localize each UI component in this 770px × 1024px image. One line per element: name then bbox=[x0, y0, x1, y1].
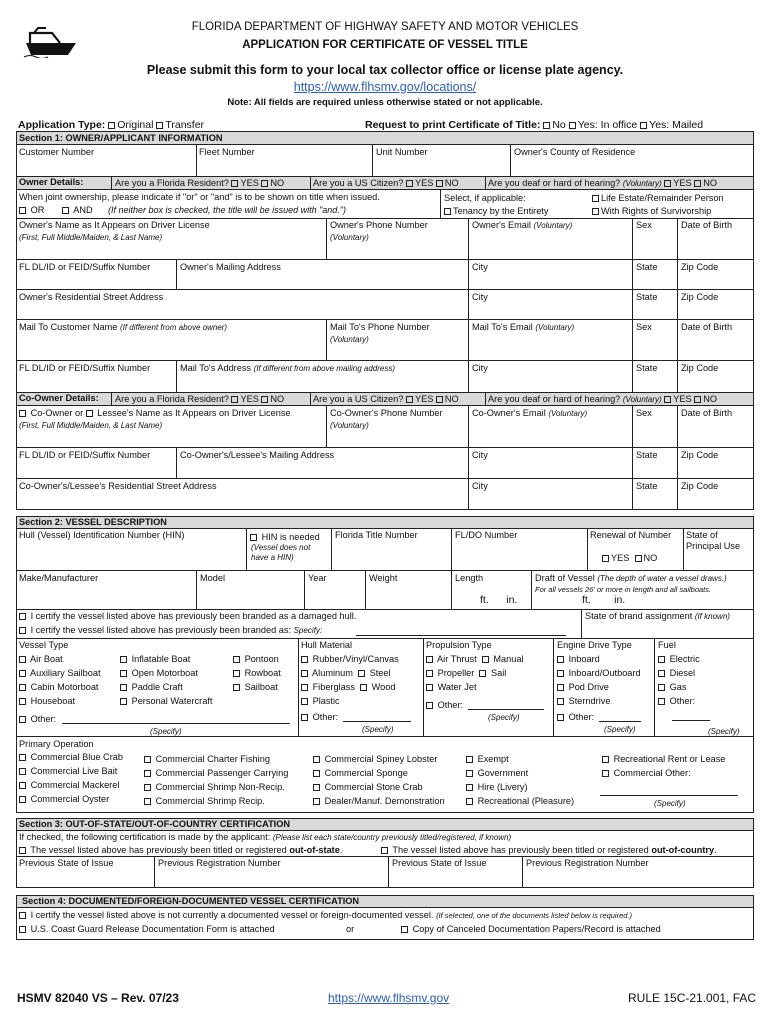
po-recreational-checkbox[interactable] bbox=[466, 798, 473, 805]
print-mailed-checkbox[interactable] bbox=[640, 122, 647, 129]
mail-dl-field[interactable]: FL DL/ID or FEID/Suffix Number bbox=[19, 363, 151, 373]
transfer-checkbox[interactable] bbox=[156, 122, 163, 129]
po-lobster-checkbox[interactable] bbox=[313, 756, 320, 763]
locations-link[interactable]: https://www.flhsmv.gov/locations/ bbox=[293, 80, 477, 94]
not-documented-label: I certify the vessel listed above is not currently a documented vessel or foreign-documented vessel. bbox=[30, 910, 434, 920]
co-deaf-no[interactable] bbox=[694, 396, 701, 403]
print-no-checkbox[interactable] bbox=[543, 122, 550, 129]
survivorship-label: With Rights of Survivorship bbox=[601, 206, 712, 216]
joint-ownership-text: When joint ownership, please indicate if "or" or "and" is to be shown on title when issued. bbox=[19, 192, 380, 202]
hm-other-line[interactable] bbox=[343, 721, 411, 722]
vt-open-motorboat-checkbox[interactable] bbox=[120, 670, 127, 677]
tenancy-checkbox[interactable] bbox=[444, 208, 451, 215]
owner-dob-field[interactable]: Date of Birth bbox=[681, 220, 733, 230]
mail-city-field[interactable]: City bbox=[472, 363, 488, 373]
joint-or-checkbox[interactable] bbox=[19, 207, 26, 214]
coowner-residential-field[interactable]: Co-Owner's/Lessee's Residential Street Address bbox=[19, 481, 217, 491]
s4-or-label: or bbox=[346, 924, 355, 934]
mail-address-field: Mail To's Address (If different from above mailing address) bbox=[180, 363, 395, 373]
out-of-state-checkbox[interactable] bbox=[19, 847, 26, 854]
damaged-hull-checkbox[interactable] bbox=[19, 613, 26, 620]
po-charter-checkbox[interactable] bbox=[144, 756, 151, 763]
make-field[interactable]: Make/Manufacturer bbox=[19, 573, 99, 583]
owner-citizen-no[interactable] bbox=[436, 180, 443, 187]
owner-dl-field[interactable]: FL DL/ID or FEID/Suffix Number bbox=[19, 262, 151, 272]
hm-fiberglass-checkbox[interactable] bbox=[301, 684, 308, 691]
owner-city-field[interactable]: City bbox=[472, 262, 488, 272]
vt-aux-sailboat-checkbox[interactable] bbox=[19, 670, 26, 677]
coowner-name-field: Co-Owner or Lessee's Name as It Appears on Driver License bbox=[19, 408, 291, 419]
po-passenger-checkbox[interactable] bbox=[144, 770, 151, 777]
hm-steel-checkbox[interactable] bbox=[358, 670, 365, 677]
draft-field: Draft of Vessel (The depth of water a vessel draws.) bbox=[535, 573, 727, 583]
hin-hint: (Vessel does not have a HIN) bbox=[251, 543, 311, 562]
section1-header: Section 1: OWNER/APPLICANT INFORMATION bbox=[19, 133, 223, 143]
vt-sailboat-checkbox[interactable] bbox=[233, 684, 240, 691]
joint-or-label: OR bbox=[30, 205, 45, 215]
brand-state-field: State of brand assignment (If known) bbox=[585, 611, 730, 621]
length-field[interactable]: Length bbox=[455, 573, 484, 583]
mail-zip-field[interactable]: Zip Code bbox=[681, 363, 719, 373]
co-res-zip-field[interactable]: Zip Code bbox=[681, 481, 719, 491]
form-title: APPLICATION FOR CERTIFICATE OF VESSEL TITLE bbox=[242, 39, 528, 51]
ed-sterndrive-checkbox[interactable] bbox=[557, 698, 564, 705]
fuel-diesel-checkbox[interactable] bbox=[658, 670, 665, 677]
vt-pontoon-checkbox[interactable] bbox=[233, 656, 240, 663]
owner-zip-field[interactable]: Zip Code bbox=[681, 262, 719, 272]
renewal-no-checkbox[interactable] bbox=[635, 555, 642, 562]
section4-header: Section 4: DOCUMENTED/FOREIGN-DOCUMENTED VESSEL CERTIFICATION bbox=[22, 896, 360, 906]
vt-paddle-checkbox[interactable] bbox=[120, 684, 127, 691]
coowner-email-field: Co-Owner's Email (Voluntary) bbox=[472, 408, 588, 418]
fl-title-field[interactable]: Florida Title Number bbox=[335, 530, 418, 540]
pt-other-checkbox[interactable] bbox=[426, 702, 433, 709]
fuel-electric-checkbox[interactable] bbox=[658, 656, 665, 663]
rule-number: RULE 15C-21.001, FAC bbox=[628, 991, 757, 1005]
prev-state-field-1[interactable]: Previous State of Issue bbox=[19, 858, 114, 868]
print-mailed-label: Yes: Mailed bbox=[649, 119, 704, 131]
s3-if-checked: If checked, the following certification is made by the applicant: (Please list each state/country previously titled/registered, if known) bbox=[19, 832, 512, 842]
not-documented-checkbox[interactable] bbox=[19, 912, 26, 919]
co-resident-no[interactable] bbox=[261, 396, 268, 403]
owner-deaf-no[interactable] bbox=[694, 180, 701, 187]
prev-reg-field-2[interactable]: Previous Registration Number bbox=[526, 858, 649, 868]
county-field[interactable]: Owner's County of Residence bbox=[514, 147, 636, 157]
lessee-checkbox[interactable] bbox=[86, 410, 93, 417]
coowner-checkbox[interactable] bbox=[19, 410, 26, 417]
life-estate-label: Life Estate/Remainder Person bbox=[601, 193, 724, 203]
po-sponge-checkbox[interactable] bbox=[313, 770, 320, 777]
pt-manual-checkbox[interactable] bbox=[482, 656, 489, 663]
owner-mailing-field[interactable]: Owner's Mailing Address bbox=[180, 262, 281, 272]
mail-to-phone-field[interactable]: Mail To's Phone Number bbox=[330, 322, 430, 332]
renewal-label: Renewal of Number bbox=[590, 530, 672, 540]
coowner-state-field[interactable]: State bbox=[636, 450, 658, 460]
coowner-details-label: Co-Owner Details: bbox=[19, 393, 99, 403]
po-rent-lease-checkbox[interactable] bbox=[602, 756, 609, 763]
draft-ft-label: ft. bbox=[582, 594, 591, 606]
owner-resident-no[interactable] bbox=[261, 180, 268, 187]
hin-needed-label: HIN is needed bbox=[261, 532, 320, 542]
survivorship-checkbox[interactable] bbox=[592, 208, 599, 215]
coowner-phone-hint: (Voluntary) bbox=[330, 421, 369, 430]
po-shrimp-recip-checkbox[interactable] bbox=[144, 798, 151, 805]
hin-needed-checkbox[interactable] bbox=[250, 534, 257, 541]
po-specify-hint: (Specify) bbox=[654, 799, 686, 808]
branded-checkbox[interactable] bbox=[19, 627, 26, 634]
ed-inboard-checkbox[interactable] bbox=[557, 656, 564, 663]
owner-name-field[interactable]: Owner's Name as It Appears on Driver License bbox=[19, 220, 210, 230]
owner-state-field[interactable]: State bbox=[636, 262, 658, 272]
prev-state-field-2[interactable]: Previous State of Issue bbox=[392, 858, 487, 868]
brand-specify-line[interactable] bbox=[356, 635, 566, 636]
uscg-release-checkbox[interactable] bbox=[19, 926, 26, 933]
po-stone-crab-checkbox[interactable] bbox=[313, 784, 320, 791]
joint-and-checkbox[interactable] bbox=[62, 207, 69, 214]
unit-number-field[interactable]: Unit Number bbox=[376, 147, 428, 157]
hm-wood-checkbox[interactable] bbox=[360, 684, 367, 691]
owner-deaf-yes[interactable] bbox=[664, 180, 671, 187]
po-other-line[interactable] bbox=[600, 795, 738, 796]
co-res-state-field[interactable]: State bbox=[636, 481, 658, 491]
co-res-city-field[interactable]: City bbox=[472, 481, 488, 491]
year-field[interactable]: Year bbox=[308, 573, 327, 583]
vt-pwc-checkbox[interactable] bbox=[120, 698, 127, 705]
coowner-city-field[interactable]: City bbox=[472, 450, 488, 460]
owner-resident-yes[interactable] bbox=[231, 180, 238, 187]
joint-hint: (If neither box is checked, the title will be issued with "and.") bbox=[108, 205, 347, 215]
engine-drive-label: Engine Drive Type bbox=[557, 640, 632, 650]
print-no-label: No bbox=[552, 119, 566, 131]
canceled-papers-label: Copy of Canceled Documentation Papers/Record is attached bbox=[412, 924, 661, 934]
res-zip-field[interactable]: Zip Code bbox=[681, 292, 719, 302]
fuel-gas-checkbox[interactable] bbox=[658, 684, 665, 691]
vt-airboat-checkbox[interactable] bbox=[19, 656, 26, 663]
ed-io-checkbox[interactable] bbox=[557, 670, 564, 677]
tenancy-label: Tenancy by the Entirety bbox=[453, 206, 549, 216]
fuel-specify-hint: (Specify) bbox=[708, 727, 740, 736]
co-citizen-yes[interactable] bbox=[406, 396, 413, 403]
po-hire-checkbox[interactable] bbox=[466, 784, 473, 791]
owner-email-field: Owner's Email (Voluntary) bbox=[472, 220, 573, 230]
customer-number-field[interactable]: Customer Number bbox=[19, 147, 95, 157]
required-note: Note: All fields are required unless otherwise stated or not applicable. bbox=[227, 97, 543, 108]
mail-dob-field[interactable]: Date of Birth bbox=[681, 322, 733, 332]
vt-houseboat-checkbox[interactable] bbox=[19, 698, 26, 705]
coowner-phone-field[interactable]: Co-Owner's Phone Number bbox=[330, 408, 443, 418]
po-oyster-checkbox[interactable] bbox=[19, 796, 26, 803]
po-shrimp-nonrecip-checkbox[interactable] bbox=[144, 784, 151, 791]
vt-cabin-checkbox[interactable] bbox=[19, 684, 26, 691]
fldo-field[interactable]: FL/DO Number bbox=[455, 530, 518, 540]
pt-waterjet-checkbox[interactable] bbox=[426, 684, 433, 691]
section2-header: Section 2: VESSEL DESCRIPTION bbox=[19, 517, 167, 527]
form-number: HSMV 82040 VS – Rev. 07/23 bbox=[17, 991, 179, 1005]
damaged-hull-label: I certify the vessel listed above has previously been branded as a damaged hull. bbox=[30, 611, 357, 621]
canceled-papers-checkbox[interactable] bbox=[401, 926, 408, 933]
section3-header: Section 3: OUT-OF-STATE/OUT-OF-COUNTRY CERTIFICATION bbox=[19, 819, 291, 829]
propulsion-label: Propulsion Type bbox=[426, 640, 492, 650]
original-label: Original bbox=[117, 119, 154, 131]
coowner-sex-field[interactable]: Sex bbox=[636, 408, 652, 418]
po-blue-crab-checkbox[interactable] bbox=[19, 754, 26, 761]
hull-material-label: Hull Material bbox=[301, 640, 353, 650]
vt-rowboat-checkbox[interactable] bbox=[233, 670, 240, 677]
res-state-field[interactable]: State bbox=[636, 292, 658, 302]
ed-other-line[interactable] bbox=[599, 721, 641, 722]
original-checkbox[interactable] bbox=[108, 122, 115, 129]
fleet-number-field[interactable]: Fleet Number bbox=[199, 147, 255, 157]
draft-in-label: in. bbox=[614, 594, 626, 606]
owner-phone-hint: (Voluntary) bbox=[330, 233, 369, 242]
po-mackerel-checkbox[interactable] bbox=[19, 782, 26, 789]
hm-plastic-checkbox[interactable] bbox=[301, 698, 308, 705]
submit-instructions: Please submit this form to your local tax collector office or license plate agency. bbox=[146, 63, 624, 77]
coowner-dl-field[interactable]: FL DL/ID or FEID/Suffix Number bbox=[19, 450, 151, 460]
print-title-label: Request to print Certificate of Title: bbox=[365, 119, 541, 131]
po-government-checkbox[interactable] bbox=[466, 770, 473, 777]
coowner-name-hint: (First, Full Middle/Maiden, & Last Name) bbox=[19, 421, 163, 430]
prev-reg-field-1[interactable]: Previous Registration Number bbox=[158, 858, 281, 868]
res-city-field[interactable]: City bbox=[472, 292, 488, 302]
fuel-other-line[interactable] bbox=[672, 720, 710, 721]
owner-citizen-yes[interactable] bbox=[406, 180, 413, 187]
vt-other-checkbox[interactable] bbox=[19, 716, 26, 723]
out-of-country-checkbox[interactable] bbox=[381, 847, 388, 854]
print-office-checkbox[interactable] bbox=[569, 122, 576, 129]
mail-to-email-field: Mail To's Email (Voluntary) bbox=[472, 322, 575, 332]
co-citizen-no[interactable] bbox=[436, 396, 443, 403]
owner-citizen-question: Are you a US Citizen? YES NO bbox=[313, 178, 459, 188]
draft-hint: For all vessels 26' or more in length and all sailboats. bbox=[535, 585, 712, 594]
ed-other-checkbox[interactable] bbox=[557, 714, 564, 721]
mail-state-field[interactable]: State bbox=[636, 363, 658, 373]
hin-field[interactable]: Hull (Vessel) Identification Number (HIN) bbox=[19, 530, 185, 540]
uscg-release-label: U.S. Coast Guard Release Documentation Form is attached bbox=[30, 924, 275, 934]
print-office-label: Yes: In office bbox=[577, 119, 638, 131]
transfer-label: Transfer bbox=[165, 119, 205, 131]
owner-details-label: Owner Details: bbox=[19, 177, 84, 187]
length-ft-label: ft. bbox=[480, 594, 489, 606]
po-commercial-other-checkbox[interactable] bbox=[602, 770, 609, 777]
life-estate-checkbox[interactable] bbox=[592, 195, 599, 202]
weight-field[interactable]: Weight bbox=[369, 573, 398, 583]
ed-pod-checkbox[interactable] bbox=[557, 684, 564, 691]
owner-sex-field[interactable]: Sex bbox=[636, 220, 652, 230]
footer-link[interactable]: https://www.flhsmv.gov bbox=[328, 991, 450, 1005]
pt-sail-checkbox[interactable] bbox=[479, 670, 486, 677]
model-field[interactable]: Model bbox=[200, 573, 226, 583]
mail-phone-hint: (Voluntary) bbox=[330, 335, 369, 344]
pt-airthrust-checkbox[interactable] bbox=[426, 656, 433, 663]
vt-inflatable-checkbox[interactable] bbox=[120, 656, 127, 663]
co-deaf-yes[interactable] bbox=[664, 396, 671, 403]
length-in-label: in. bbox=[506, 594, 518, 606]
owner-resident-question: Are you a Florida Resident? YES NO bbox=[115, 178, 285, 188]
mail-to-name-field: Mail To Customer Name (If different from above owner) bbox=[19, 322, 228, 332]
renewal-yes-checkbox[interactable] bbox=[602, 555, 609, 562]
coowner-mailing-field[interactable]: Co-Owner's/Lessee's Mailing Address bbox=[180, 450, 335, 460]
joint-and-label: AND bbox=[73, 205, 93, 215]
hm-rubber-checkbox[interactable] bbox=[301, 656, 308, 663]
owner-phone-field[interactable]: Owner's Phone Number bbox=[330, 220, 428, 230]
owner-residential-field[interactable]: Owner's Residential Street Address bbox=[19, 292, 164, 302]
po-live-bait-checkbox[interactable] bbox=[19, 768, 26, 775]
pt-other-line[interactable] bbox=[468, 709, 544, 710]
co-resident-yes[interactable] bbox=[231, 396, 238, 403]
owner-deaf-question: Are you deaf or hard of hearing? (Voluntary) YES NO bbox=[488, 178, 717, 188]
po-dealer-checkbox[interactable] bbox=[313, 798, 320, 805]
hm-specify-hint: (Specify) bbox=[362, 725, 394, 734]
coowner-dob-field[interactable]: Date of Birth bbox=[681, 408, 733, 418]
branded-label: I certify the vessel listed above has previously been branded as: bbox=[30, 625, 292, 635]
vessel-type-label: Vessel Type bbox=[19, 640, 69, 650]
application-type-label: Application Type: bbox=[18, 119, 106, 131]
vt-specify-hint: (Specify) bbox=[150, 727, 182, 736]
owner-name-hint: (First, Full Middle/Maiden, & Last Name) bbox=[19, 233, 163, 242]
select-label: Select, if applicable: bbox=[444, 193, 526, 203]
pt-propeller-checkbox[interactable] bbox=[426, 670, 433, 677]
principal-state-field[interactable]: State of Principal Use bbox=[686, 530, 741, 551]
fuel-other-checkbox[interactable] bbox=[658, 698, 665, 705]
agency-name: FLORIDA DEPARTMENT OF HIGHWAY SAFETY AND MOTOR VEHICLES bbox=[191, 21, 579, 33]
po-exempt-checkbox[interactable] bbox=[466, 756, 473, 763]
ed-specify-hint: (Specify) bbox=[604, 725, 636, 734]
hm-other-checkbox[interactable] bbox=[301, 714, 308, 721]
vt-other-line[interactable] bbox=[62, 723, 290, 724]
fuel-label: Fuel bbox=[658, 640, 676, 650]
primary-operation-label: Primary Operation bbox=[19, 739, 94, 749]
mail-sex-field[interactable]: Sex bbox=[636, 322, 652, 332]
coowner-zip-field[interactable]: Zip Code bbox=[681, 450, 719, 460]
hm-aluminum-checkbox[interactable] bbox=[301, 670, 308, 677]
pt-specify-hint: (Specify) bbox=[488, 713, 520, 722]
